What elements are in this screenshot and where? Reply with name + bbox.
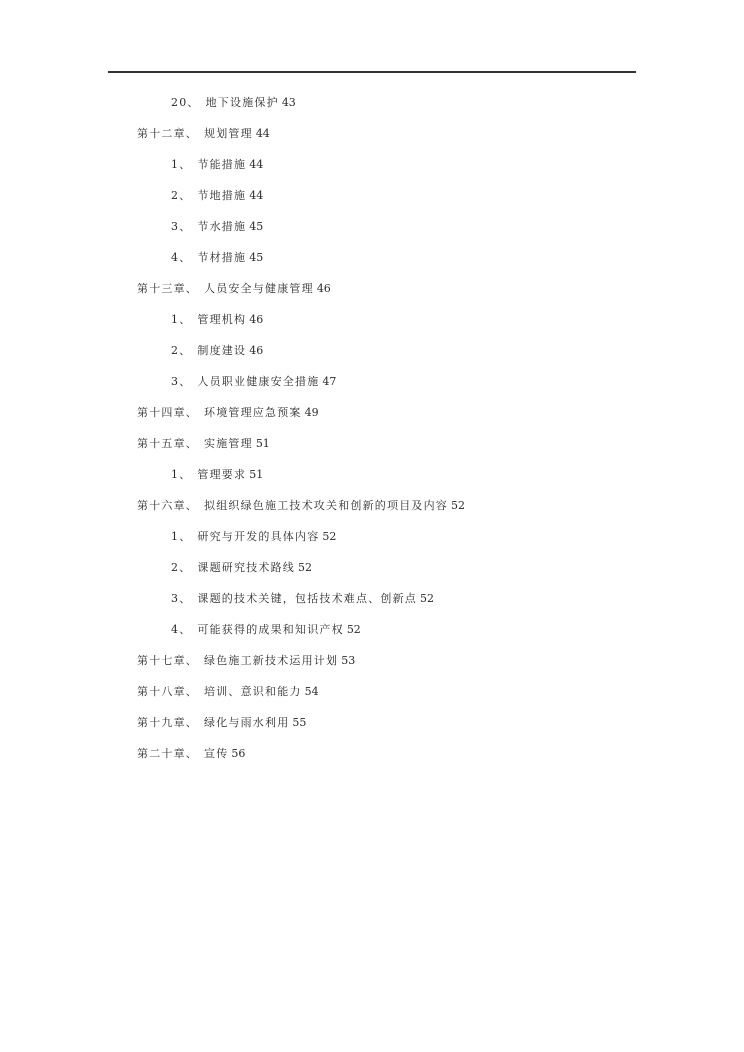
- toc-entry-title: 节能措施: [197, 158, 247, 171]
- toc-entry-number: 4、: [171, 623, 192, 636]
- toc-entry-title: 绿色施工新技术运用计划: [204, 654, 339, 667]
- toc-entry-page-number: 56: [231, 747, 246, 760]
- toc-entry-number: 第十六章、: [137, 499, 198, 512]
- toc-entry-number: 第十七章、: [137, 654, 198, 667]
- toc-entry-title: 宣传: [204, 747, 229, 760]
- toc-entry-page-number: 49: [304, 406, 319, 419]
- toc-entry-title: 人员职业健康安全措施: [197, 375, 320, 388]
- toc-entry-number: 20、: [171, 96, 200, 109]
- toc-entry-title: 课题的技术关键，包括技术难点、创新点: [197, 592, 418, 605]
- toc-entry-number: 1、: [171, 468, 192, 481]
- toc-entry-number: 3、: [171, 375, 192, 388]
- toc-section-entry[interactable]: [171, 96, 296, 110]
- toc-section-entry[interactable]: [171, 313, 263, 327]
- toc-entry-number: 3、: [171, 220, 192, 233]
- toc-entry-page-number: 55: [292, 716, 307, 729]
- toc-section-entry[interactable]: [171, 468, 263, 482]
- toc-entry-number: 4、: [171, 251, 192, 264]
- toc-chapter-entry[interactable]: [137, 747, 245, 761]
- toc-chapter-entry[interactable]: [137, 654, 355, 668]
- toc-entry-title: 实施管理: [204, 437, 253, 450]
- toc-chapter-entry[interactable]: [137, 716, 306, 730]
- toc-section-entry[interactable]: [171, 158, 263, 172]
- toc-entry-title: 管理机构: [197, 313, 247, 326]
- toc-chapter-entry[interactable]: [137, 406, 319, 420]
- toc-entry-page-number: 51: [249, 468, 264, 481]
- toc-entry-page-number: 46: [249, 344, 264, 357]
- toc-entry-number: 2、: [171, 344, 192, 357]
- toc-entry-title: 可能获得的成果和知识产权: [197, 623, 344, 636]
- toc-entry-page-number: 46: [249, 313, 264, 326]
- toc-entry-title: 节地措施: [197, 189, 247, 202]
- toc-section-entry[interactable]: [171, 561, 312, 575]
- toc-entry-page-number: 51: [255, 437, 270, 450]
- toc-chapter-entry[interactable]: [137, 127, 270, 141]
- toc-chapter-entry[interactable]: [137, 499, 465, 513]
- toc-entry-title: 培训、意识和能力: [204, 685, 302, 698]
- toc-entry-number: 3、: [171, 592, 192, 605]
- toc-entry-page-number: 43: [281, 96, 296, 109]
- toc-entry-title: 拟组织绿色施工技术攻关和创新的项目及内容: [204, 499, 448, 512]
- toc-entry-page-number: 52: [322, 530, 337, 543]
- toc-entry-number: 第十二章、: [137, 127, 198, 140]
- toc-entry-title: 人员安全与健康管理: [204, 282, 314, 295]
- toc-entry-page-number: 52: [298, 561, 313, 574]
- toc-entry-page-number: 52: [451, 499, 465, 512]
- toc-entry-title: 节水措施: [197, 220, 247, 233]
- toc-chapter-entry[interactable]: [137, 437, 270, 451]
- toc-entry-number: 第二十章、: [137, 747, 198, 760]
- toc-entry-title: 节材措施: [197, 251, 247, 264]
- toc-entry-number: 第十九章、: [137, 716, 198, 729]
- toc-section-entry[interactable]: [171, 220, 263, 234]
- toc-section-entry[interactable]: [171, 375, 336, 389]
- toc-entry-page-number: 44: [249, 158, 264, 171]
- toc-section-entry[interactable]: [171, 530, 336, 544]
- toc-entry-title: 地下设施保护: [205, 96, 279, 109]
- toc-entry-title: 绿化与雨水利用: [204, 716, 290, 729]
- toc-entry-page-number: 52: [420, 592, 435, 605]
- toc-chapter-entry[interactable]: [137, 685, 319, 699]
- header-rule: [108, 71, 636, 73]
- toc-entry-number: 第十五章、: [137, 437, 198, 450]
- toc-entry-number: 第十三章、: [137, 282, 198, 295]
- toc-section-entry[interactable]: [171, 592, 434, 606]
- toc-entry-number: 1、: [171, 158, 192, 171]
- toc-entry-page-number: 53: [341, 654, 356, 667]
- toc-entry-page-number: 44: [249, 189, 264, 202]
- toc-entry-title: 研究与开发的具体内容: [197, 530, 320, 543]
- toc-entry-page-number: 45: [249, 251, 264, 264]
- toc-entry-number: 1、: [171, 530, 192, 543]
- toc-entry-page-number: 46: [316, 282, 331, 295]
- toc-entry-page-number: 44: [255, 127, 270, 140]
- toc-entry-page-number: 52: [346, 623, 361, 636]
- toc-section-entry[interactable]: [171, 251, 263, 265]
- toc-entry-page-number: 54: [304, 685, 319, 698]
- toc-section-entry[interactable]: [171, 344, 263, 358]
- toc-entry-page-number: 47: [322, 375, 337, 388]
- toc-entry-number: 第十八章、: [137, 685, 198, 698]
- toc-entry-title: 课题研究技术路线: [197, 561, 296, 574]
- toc-chapter-entry[interactable]: [137, 282, 331, 296]
- toc-section-entry[interactable]: [171, 189, 263, 203]
- toc-entry-page-number: 45: [249, 220, 264, 233]
- toc-entry-number: 第十四章、: [137, 406, 198, 419]
- toc-entry-number: 2、: [171, 189, 192, 202]
- toc-entry-number: 2、: [171, 561, 192, 574]
- toc-entry-number: 1、: [171, 313, 192, 326]
- toc-entry-title: 环境管理应急预案: [204, 406, 302, 419]
- toc-section-entry[interactable]: [171, 623, 361, 637]
- toc-entry-title: 管理要求: [197, 468, 247, 481]
- toc-entry-title: 制度建设: [197, 344, 247, 357]
- toc-entry-title: 规划管理: [204, 127, 253, 140]
